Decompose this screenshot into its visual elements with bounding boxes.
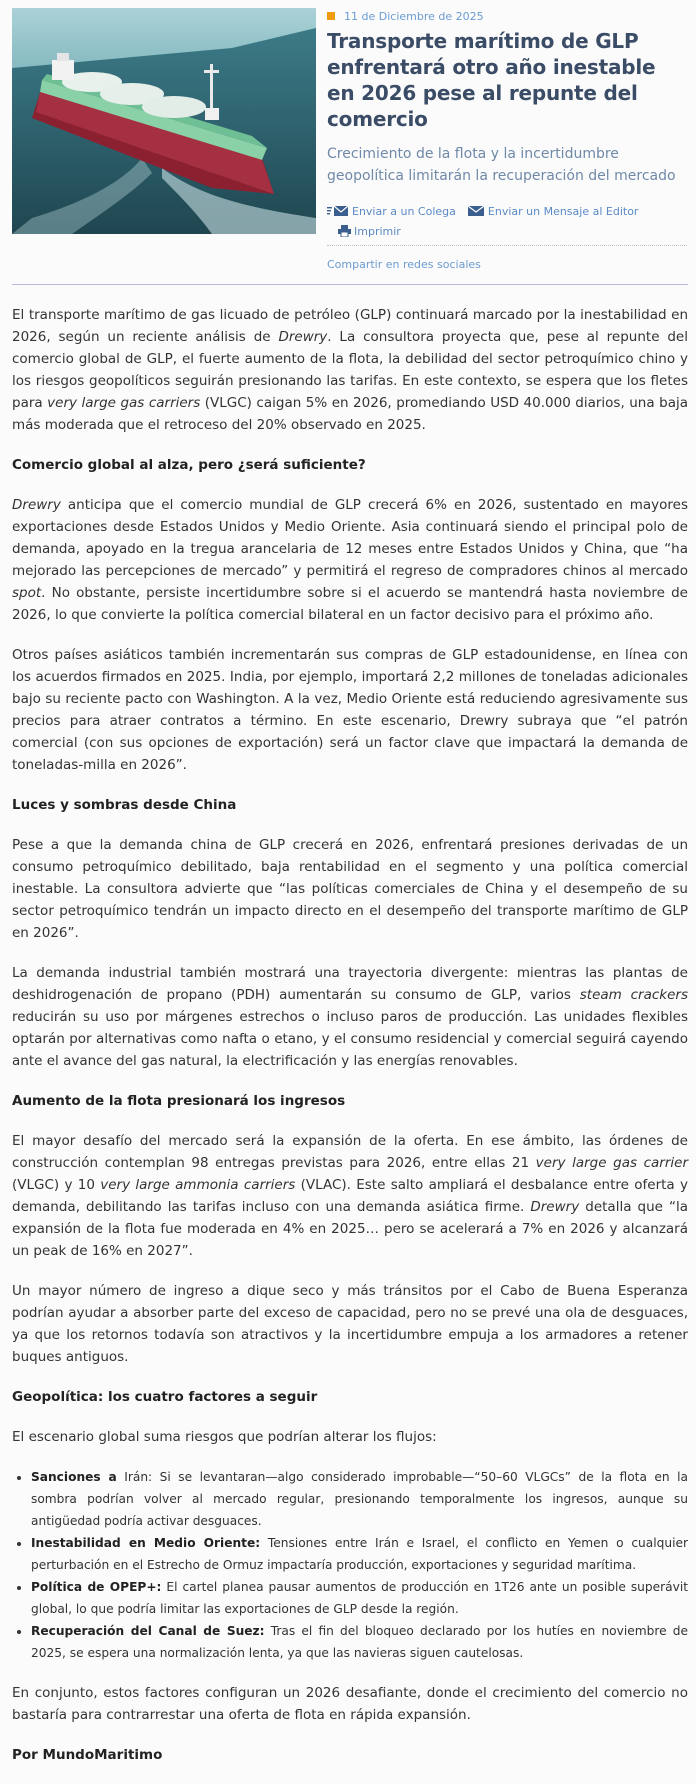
article-subtitle: Crecimiento de la flota y la incertidumbre geopolítica limitarán la recuperación del mercado <box>327 146 676 184</box>
envelope-list-icon <box>327 206 349 216</box>
italic-text: spot <box>12 585 42 601</box>
date-text: 11 de Diciembre de 2025 <box>344 9 484 23</box>
header-divider <box>12 284 688 285</box>
envelope-icon <box>468 206 485 216</box>
article-body <box>12 304 688 1784</box>
bullet-label: Política de OPEP+: <box>31 1580 162 1594</box>
text: anticipa que el comercio mundial de GLP crecerá 6% en 2026, sustentado en mayores exportaciones desde Estados Unidos y Medio Oriente. Asia continuará siendo el principal polo de demanda, apoyado en la tregua arancelaria de 12 meses entre Estados Unidos y China, que “ha mejorado las percepciones de mercado” y permitirá el regreso de compradores chinos al mercado <box>12 497 688 579</box>
italic-text: very large gas carriers <box>47 395 201 411</box>
message-editor-label: Enviar un Mensaje al Editor <box>487 204 639 218</box>
orange-square-icon <box>327 12 335 20</box>
section-heading-3: Aumento de la flota presionará los ingresos <box>12 1093 346 1109</box>
italic-text: Drewry <box>12 497 61 513</box>
text: . La consultora proyecta que, pese al repunte del comercio global de GLP, el fuerte aumento de la flota, la debilidad del sector petroquímico chino y los riesgos geopolíticos seguirán presionando las tarifas. En este contexto, se espera que los fletes para <box>12 329 688 411</box>
send-to-colleague-link[interactable] <box>327 205 456 218</box>
paragraph-4: Pese a que la demanda china de GLP crecerá en 2026, enfrentará presiones derivadas de un consumo petroquímico debilitado, baja rentabilidad en el segmento y una política comercial inestable. La consultora advierte que “las políticas comerciales de China y el desempeño de su sector petroquímico tendrán un impacto directo en el desempeño del transporte marítimo de GLP en 2026”. <box>12 837 688 941</box>
paragraph-6 <box>12 1130 688 1262</box>
paragraph-1 <box>12 304 688 436</box>
bullet-label: Recuperación del Canal de Suez: <box>31 1624 265 1638</box>
paragraph-3: Otros países asiáticos también incrementarán sus compras de GLP estadounidense, en línea con los acuerdos firmados en 2025. India, por ejemplo, importará 2,2 millones de toneladas adicionales bajo su reciente pacto con Washington. A la vez, Medio Oriente está reduciendo agresivamente sus precios para atraer contratos a término. En este escenario, Drewry subraya que “el patrón comercial (con sus opciones de exportación) será un factor clave que impactará la demanda de toneladas-milla en 2026”. <box>12 647 688 773</box>
lpg-tanker-ship <box>12 8 316 234</box>
bullet-text: El cartel planea pausar aumentos de producción en 1T26 ante un posible superávit global, lo que podría limitar las exportaciones de GLP desde la región. <box>31 1580 688 1616</box>
italic-text: Drewry <box>278 329 328 345</box>
text: El mayor desafío del mercado será la expansión de la oferta. En ese ámbito, las órdenes de construcción contemplan 98 entregas previstas para 2026, entre ellas 21 <box>12 1133 688 1171</box>
text: detalla que “la expansión de la flota fue moderada en 4% en 2025… pero se acelerará a 7% en 2026 y alcanzará un peak de 16% en 2027”. <box>12 1199 689 1259</box>
factors-list <box>12 1466 688 1664</box>
send-to-colleague-label: Enviar a un Colega <box>352 204 456 218</box>
text: (VLAC). Este salto ampliará el desbalance entre oferta y demanda, debilitando las tarifas incluso con una demanda asiática firme. <box>12 1177 688 1215</box>
publish-date <box>327 8 687 24</box>
section-heading-4: Geopolítica: los cuatro factores a seguir <box>12 1389 318 1405</box>
text: . No obstante, persiste incertidumbre sobre si el acuerdo se mantendrá hasta noviembre de 2026, lo que convierte la política comercial bilateral en un factor decisivo para el próximo año. <box>12 585 688 623</box>
article-title: Transporte marítimo de GLP enfrentará otro año inestable en 2026 pese al repunte del comercio <box>327 29 656 131</box>
bullet-label: Sanciones a <box>31 1470 117 1484</box>
italic-text: steam crackers <box>579 987 688 1003</box>
text: La demanda industrial también mostrará una trayectoria divergente: mientras las plantas de deshidrogenación de propano (PDH) aumentarán su consumo de GLP, varios <box>12 965 688 1003</box>
bullet-label: Inestabilidad en Medio Oriente: <box>31 1536 261 1550</box>
list-item <box>31 1532 688 1576</box>
message-editor-link[interactable] <box>468 205 639 218</box>
paragraph-7: Un mayor número de ingreso a dique seco y más tránsitos por el Cabo de Buena Esperanza podrían ayudar a absorber parte del exceso de capacidad, pero no se prevé una ola de desguaces, ya que los retornos todavía son atractivos y la incertidumbre empuja a los armadores a retener buques antiguos. <box>12 1283 688 1365</box>
italic-text: very large gas carrier <box>535 1155 688 1171</box>
printer-icon <box>338 225 351 237</box>
article-tools <box>327 201 687 241</box>
list-item <box>31 1620 688 1664</box>
tools-divider <box>327 245 687 246</box>
paragraph-9: En conjunto, estos factores configuran un 2026 desafiante, donde el crecimiento del comercio no bastaría para contrarrestar una oferta de flota en rápida expansión. <box>12 1685 688 1723</box>
byline: Por MundoMaritimo <box>12 1747 163 1763</box>
paragraph-8: El escenario global suma riesgos que podrían alterar los flujos: <box>12 1429 437 1445</box>
paragraph-2 <box>12 494 688 626</box>
paragraph-5 <box>12 962 688 1072</box>
bullet-text: Tras el fin del bloqueo declarado por los hutíes en noviembre de 2025, se espera una normalización lenta, ya que las navieras siguen cautelosas. <box>31 1624 688 1660</box>
text: (VLGC) y 10 <box>12 1177 101 1193</box>
hero-image-lpg-tanker <box>12 8 316 234</box>
bullet-text: Tensiones entre Irán e Israel, el conflicto en Yemen o cualquier perturbación en el Estrecho de Ormuz impactaría producción, exportaciones y seguridad marítima. <box>31 1536 688 1572</box>
italic-text: very large ammonia carriers <box>100 1177 296 1193</box>
bullet-text: Irán: Si se levantaran—algo considerado improbable—“50–60 VLGCs” de la flota en la sombra podrían volver al mercado regular, presionando temporalmente los ingresos, aunque su antigüedad podría activar desguaces. <box>31 1470 688 1528</box>
section-heading-1: Comercio global al alza, pero ¿será suficiente? <box>12 457 366 473</box>
italic-text: Drewry <box>530 1199 580 1215</box>
text: El transporte marítimo de gas licuado de petróleo (GLP) continuará marcado por la inestabilidad en 2026, según un reciente análisis de <box>12 307 688 345</box>
print-link[interactable] <box>338 225 401 238</box>
list-item <box>31 1466 688 1532</box>
share-social-link[interactable]: Compartir en redes sociales <box>327 258 481 271</box>
text: reducirán su uso por márgenes estrechos o incluso paros de producción. Las unidades flexibles optarán por alternativas como nafta o etano, y el consumo residencial y comercial seguirá cayendo ante el avance del gas natural, la electrificación y las energías renovables. <box>12 1009 688 1069</box>
list-item <box>31 1576 688 1620</box>
article-header <box>327 8 687 271</box>
print-label: Imprimir <box>354 224 401 238</box>
text: (VLGC) caigan 5% en 2026, promediando USD 40.000 diarios, una baja más moderada que el retroceso del 20% observado en 2025. <box>12 395 689 433</box>
section-heading-2: Luces y sombras desde China <box>12 797 237 813</box>
